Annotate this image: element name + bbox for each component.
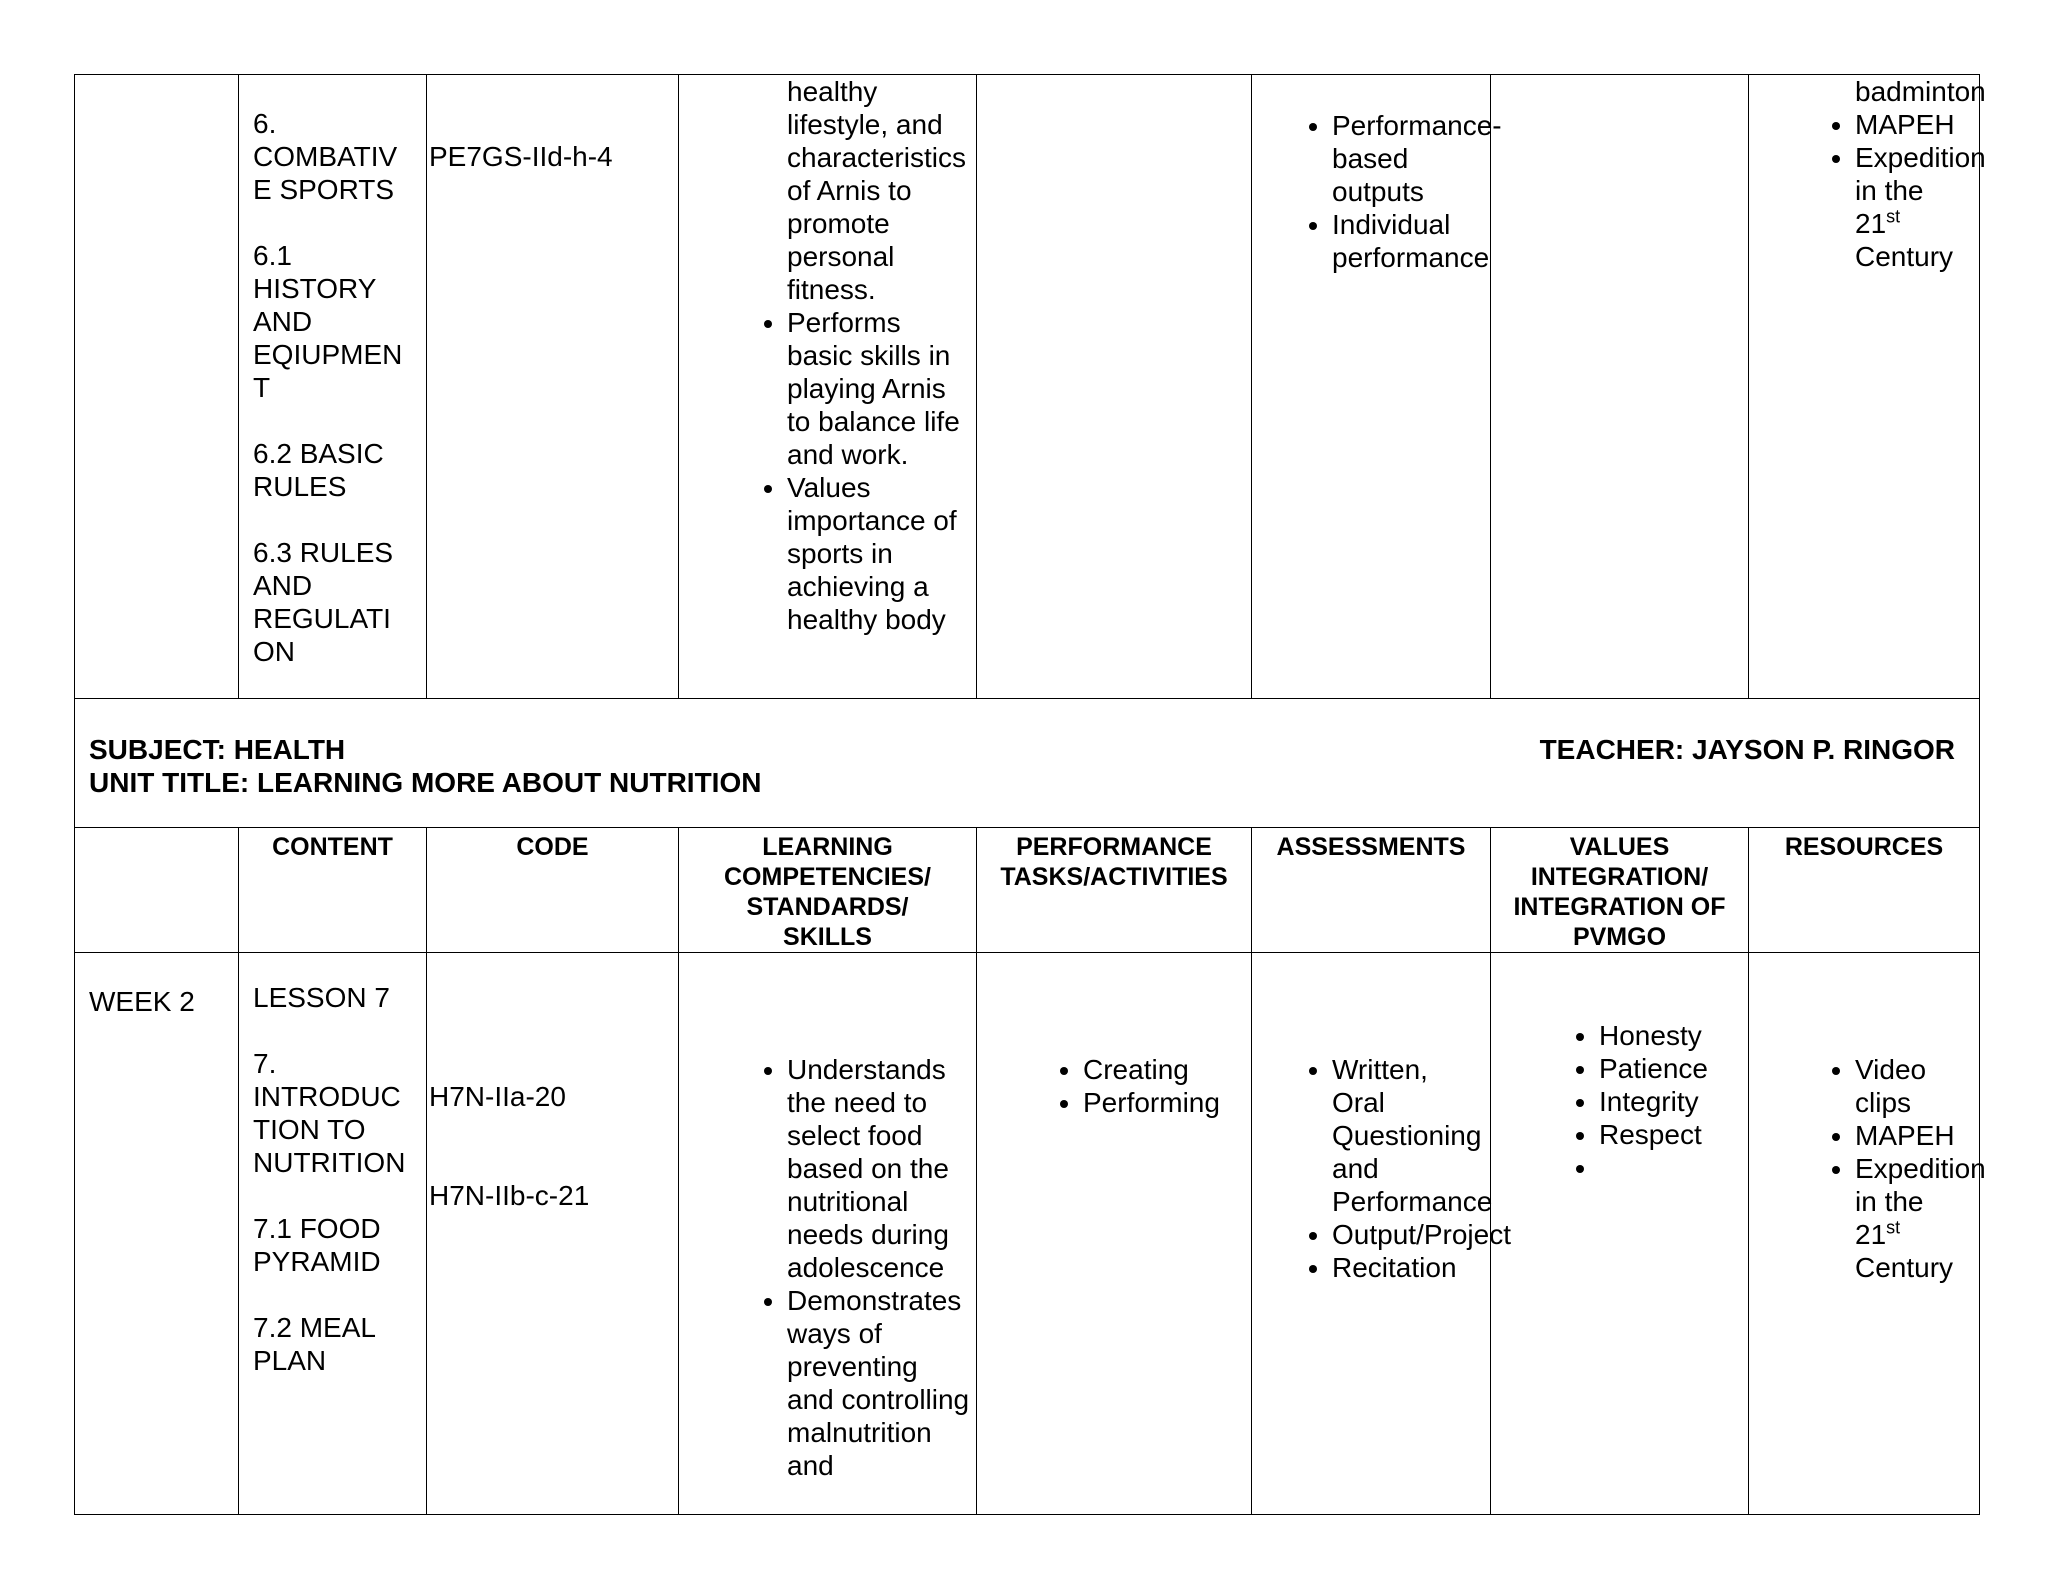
competency-continuation: healthy lifestyle, and characteristics of Arnis to promote personal fitness.: [787, 76, 966, 305]
values-list: [1491, 953, 1748, 1184]
list-item: • Individual performance: [1332, 208, 1484, 274]
code-text: PE7GS-IId-h-4: [429, 141, 613, 172]
week-label: WEEK 2: [89, 986, 195, 1017]
list-item: • Performs basic skills in playing Arnis to balance life and work.: [787, 306, 970, 471]
list-item: • Patience: [1599, 1052, 1742, 1085]
list-item: • Output/Project: [1332, 1218, 1484, 1251]
subject-row: [75, 699, 1980, 828]
header-content: CONTENT: [239, 828, 427, 953]
list-item: • MAPEH: [1855, 108, 1973, 141]
list-item: • Video clips: [1855, 1053, 1973, 1119]
competencies-cell: [679, 75, 977, 699]
tasks-cell-empty: [977, 75, 1252, 699]
assessments-list: [1252, 75, 1502, 274]
assessments-cell: [1252, 75, 1502, 699]
tasks-list: [977, 953, 1251, 1119]
list-item: • Performance-based outputs: [1332, 109, 1484, 208]
header-row: [75, 828, 1980, 953]
header-competencies: LEARNING COMPETENCIES/ STANDARDS/ SKILLS: [679, 828, 977, 953]
resource-text: Century: [1855, 241, 1954, 272]
header-tasks: PERFORMANCE TASKS/ACTIVITIES: [977, 828, 1252, 953]
resources-cell: [1749, 953, 1986, 1515]
resources-list: [1749, 953, 1986, 1284]
code-text: H7N-IIa-20 H7N-IIb-c-21: [429, 1081, 590, 1211]
list-item: • Creating: [1083, 1053, 1245, 1086]
lesson-plan-table: [74, 74, 1986, 1515]
teacher-name: TEACHER: JAYSON P. RINGOR: [1539, 734, 1955, 765]
assessments-cell: [1252, 953, 1511, 1515]
tasks-cell: [977, 953, 1252, 1515]
list-item: • Demonstrates ways of preventing and controlling malnutrition and: [787, 1284, 970, 1482]
list-item: • Integrity: [1599, 1085, 1742, 1118]
list-item: • Written, Oral Questioning and Performance: [1332, 1053, 1484, 1218]
content-cell: [239, 953, 427, 1515]
assessments-list: [1252, 953, 1511, 1284]
resource-continuation: badminton: [1855, 76, 1986, 107]
week-cell-empty: [75, 75, 239, 699]
content-text: LESSON 7 7. INTRODUC TION TO NUTRITION 7.1 FOOD PYRAMID 7.2 MEAL PLAN: [253, 982, 406, 1376]
list-item: • Understands the need to select food based on the nutritional needs during adolescence: [787, 1053, 970, 1284]
content-text: 6. COMBATIV E SPORTS 6.1 HISTORY AND EQIUPMEN T 6.2 BASIC RULES 6.3 RULES AND REGULATI ON: [253, 108, 403, 667]
subject-title: SUBJECT: HEALTH: [89, 734, 346, 765]
resources-list: [1749, 108, 1986, 273]
subject-cell: [75, 699, 1980, 828]
values-cell: [1491, 953, 1749, 1515]
list-item: [1855, 141, 1986, 273]
header-assessments: ASSESSMENTS: [1252, 828, 1491, 953]
list-item: [1855, 1152, 1986, 1284]
list-item: • Values importance of sports in achieving a healthy body: [787, 471, 970, 636]
list-item: • Recitation: [1332, 1251, 1484, 1284]
list-item: • Performing: [1083, 1086, 1245, 1119]
code-cell: [427, 75, 679, 699]
header-values: VALUES INTEGRATION/ INTEGRATION OF PVMGO: [1491, 828, 1749, 953]
content-cell: [239, 75, 427, 699]
competencies-list: [679, 953, 976, 1482]
header-resources: RESOURCES: [1749, 828, 1980, 953]
list-item: • Respect: [1599, 1118, 1742, 1151]
unit-title: UNIT TITLE: LEARNING MORE ABOUT NUTRITION: [89, 767, 762, 798]
week2-row: [75, 953, 1980, 1515]
resource-text: Century: [1855, 1252, 1954, 1283]
ordinal-suffix: st: [1886, 1217, 1901, 1238]
resources-cell: [1749, 75, 1986, 699]
competencies-list: [679, 306, 976, 636]
values-cell-empty: [1491, 75, 1749, 699]
code-cell: [427, 953, 679, 1515]
competencies-cell: [679, 953, 977, 1515]
list-item: [1599, 1151, 1742, 1184]
combative-sports-row: [75, 75, 1980, 699]
resource-text: Expedition in the 21: [1855, 142, 1986, 239]
header-week-empty: [75, 828, 239, 953]
list-item: • Honesty: [1599, 1019, 1742, 1052]
subject-block: [89, 733, 761, 799]
week-cell: [75, 953, 239, 1515]
header-code: CODE: [427, 828, 679, 953]
resource-text: Expedition in the 21: [1855, 1153, 1986, 1250]
list-item: • MAPEH: [1855, 1119, 1973, 1152]
ordinal-suffix: st: [1886, 206, 1901, 227]
